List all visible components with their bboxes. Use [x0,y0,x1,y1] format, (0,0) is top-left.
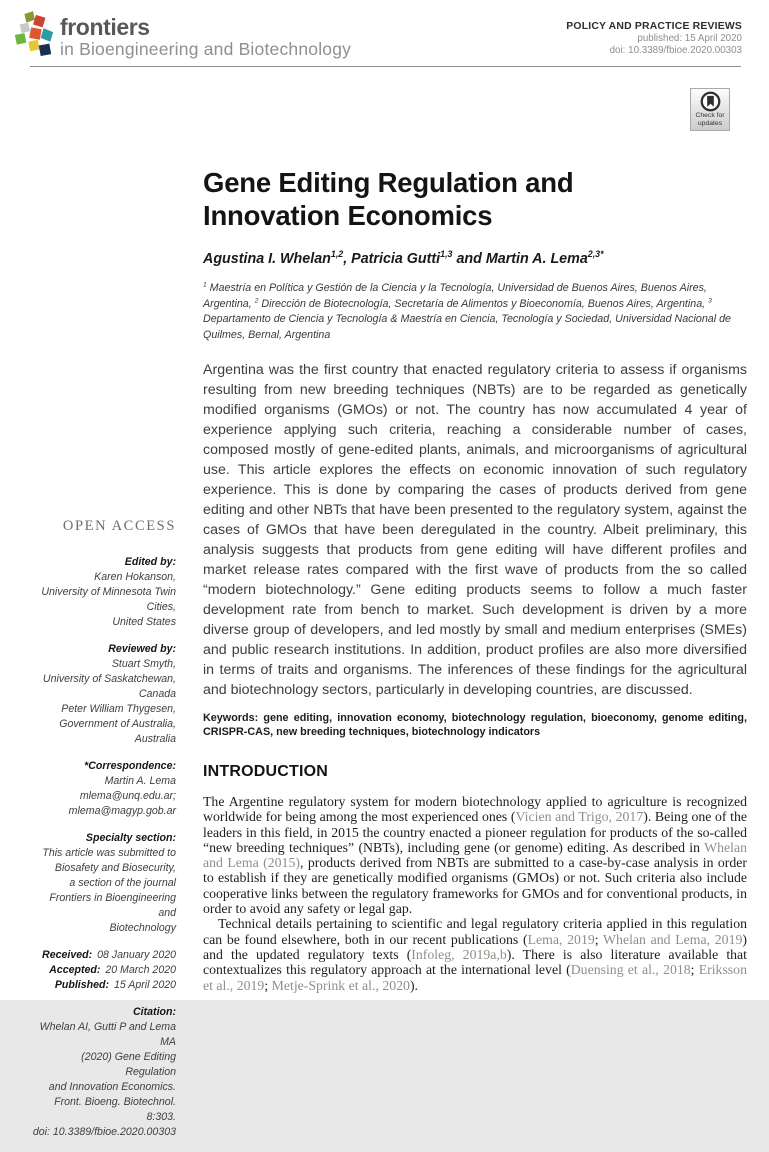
citation-link[interactable]: Whelan and Lema (2015) [203,839,747,871]
journal-name: frontiers [60,14,150,40]
doi-line: doi: 10.3389/fbioe.2020.00303 [609,44,742,56]
correspondence-email[interactable]: mlema@magyp.gob.ar [68,805,176,817]
text-segment: ). [409,977,418,993]
citation-link[interactable]: Duensing et al., 2018 [570,962,691,978]
superscript-marker: 1,2 [330,249,344,260]
text-segment: The Argentine regulatory system for modern biotechnology applied to agriculture is recognized worldwide for being among the most experienced ones ( [203,794,747,825]
citation-line: (2020) Gene Editing Regulation [81,1051,176,1078]
introduction-paragraph [203,794,747,916]
superscript-marker: 1 [203,281,207,289]
text-segment: Departamento de Ciencia y Tecnología & Maestría en Ciencia, Tecnología y Sociedad, Universidad Nacional de Quilmes, Bernal, Argentina [203,313,731,341]
specialty-line: Biosafety and Biosecurity, [54,862,176,874]
accepted-value: 20 March 2020 [105,964,176,976]
superscript-marker: 3 [708,296,712,304]
received-value: 08 January 2020 [97,949,176,961]
accepted-date [30,963,176,978]
citation-line: and Innovation Economics. [48,1081,176,1093]
published-label: Published: [54,979,109,991]
citation-line: Whelan AI, Gutti P and Lema MA [39,1021,176,1048]
article-main-column [203,166,747,993]
specialty-line: Frontiers in Bioengineering and [49,892,176,919]
reviewed-by-block [30,642,176,747]
citation-link[interactable]: Lema, 2019 [527,931,595,947]
text-segment: ; [264,977,272,993]
text-segment: , Patricia Gutti [343,251,441,267]
correspondence-label: *Correspondence: [84,760,176,772]
article-title: Gene Editing Regulation and Innovation Economics [203,167,574,231]
editor-line: United States [112,616,176,628]
reviewer-line: Peter William Thygesen, [61,703,176,715]
text-segment: , products derived from NBTs are submitted to a case-by-case analysis in order to establish if they are genetically modified organisms (GMOs) or not. Such criteria also include cooperative links between the regulatory frameworks for GMOs and for conventional products, in order to avoid any safety or legal gap. [203,855,747,917]
keywords-line: Keywords: gene editing, innovation economy, biotechnology regulation, bioeconomy, genome editing, CRISPR-CAS, new breeding techniques, biotechnology indicators [203,712,747,738]
citation-link[interactable]: Whelan and Lema, 2019 [603,931,743,947]
text-segment: and Martin A. Lema [452,251,588,267]
published-date-side [30,978,176,993]
article-type-label: POLICY AND PRACTICE REVIEWS [566,21,742,32]
reviewer-line: Stuart Smyth, [111,658,176,670]
superscript-marker: 2,3* [587,249,604,260]
text-segment: ; [690,962,699,978]
introduction-heading: INTRODUCTION [203,763,329,780]
reviewer-line: Government of Australia, Australia [59,718,176,745]
text-segment: Dirección de Biotecnología, Secretaría de Alimentos y Bioeconomía, Buenos Aires, Argentina, [258,297,709,310]
text-segment: Agustina I. Whelan [203,251,331,267]
superscript-marker: 2 [254,296,259,304]
reviewer-line: University of Saskatchewan, Canada [42,673,176,700]
accepted-label: Accepted: [49,964,101,976]
crossmark-bookmark-icon [700,91,721,112]
citation-label: Citation: [133,1006,176,1018]
abstract-text: Argentina was the first country that enacted regulatory criteria to assess if organisms resulting from new breeding techniques (NBTs) are to be regarded as genetically modified organisms (GMOs) or not. The country has now accumulated 4 year of experience applying such criteria, reaching a considerable number of cases, composed mostly of gene-edited plants, animals, and microorganisms of agricultural use. This article explores the effects on economic innovation of such regulatory experience. This is done by comparing the cases of products derived from gene editing and other NBTs that have been presented to the regulatory system, against the cases of GMOs that have been deregulated in the country. Albeit preliminary, this analysis suggests that products from gene editing will have different profiles and market release rates compared with the first wave of products from the so called “modern biotechnology.” Gene editing products seems to follow a much faster development rate from bench to market. Such development is driven by a more diverse group of developers, and led mostly by small and medium enterprises (SMEs) and public research institutions. In addition, product profiles are also more diversified in terms of traits and organisms. The inferences of these findings for the agricultural and biotechnology sectors, particularly in developing countries, are discussed. [203,362,747,698]
check-badge-text [695,112,724,127]
article-info-sidebar [30,519,176,1152]
correspondence-name: Martin A. Lema [104,775,176,787]
journal-subtitle: in Bioengineering and Biotechnology [60,39,352,59]
frontiers-logo-icon [12,10,56,60]
check-badge-line2: updates [697,119,723,127]
edited-by-label: Edited by: [124,556,176,568]
specialty-section-block [30,831,176,936]
introduction-body [203,794,747,993]
citation-line: doi: 10.3389/fbioe.2020.00303 [32,1126,176,1138]
specialty-line: Biotechnology [109,922,176,934]
citation-block [30,1005,176,1140]
journal-masthead [60,15,351,59]
edited-by-block [30,555,176,630]
introduction-paragraph [203,916,747,992]
correspondence-email[interactable]: mlema@unq.edu.ar; [79,790,176,802]
header-divider [30,66,741,67]
specialty-line: a section of the journal [69,877,176,889]
specialty-section-label: Specialty section: [85,832,176,844]
received-date [30,948,176,963]
editor-line: Karen Hokanson, [94,571,176,583]
correspondence-block [30,759,176,819]
citation-link[interactable]: Infoleg, 2019a,b [411,946,507,962]
specialty-line: This article was submitted to [42,847,176,859]
editor-line: University of Minnesota Twin Cities, [41,586,176,613]
text-segment: Technical details pertaining to scientific and legal regulatory criteria applied in this regulation can be found elsewhere, both in our recent publications ( [203,916,747,947]
text-segment: ; [594,931,604,947]
affiliations [203,281,747,343]
header-meta-block [566,21,742,56]
citation-line: Front. Bioeng. Biotechnol. 8:303. [54,1096,176,1123]
citation-link[interactable]: Vicien and Trigo, 2017 [515,809,644,825]
open-access-label: OPEN ACCESS [62,518,176,534]
check-for-updates-badge[interactable] [690,88,730,131]
citation-link[interactable]: Metje-Sprink et al., 2020 [271,977,410,993]
published-value: 15 April 2020 [113,979,176,991]
check-badge-line1: Check for [695,112,725,119]
reviewed-by-label: Reviewed by: [108,643,176,655]
text-segment: ). Being one of the leaders in this field, in 2015 the country enacted a pioneer regulation for products of the so-called “new breeding techniques” (NBTs), including gene (or genome) editing. As described in [203,809,747,855]
text-segment: Maestría en Política y Gestión de la Ciencia y la Tecnología, Universidad de Buenos Aires, Buenos Aires, Argentina, [203,282,707,310]
dates-block [30,948,176,993]
text-segment: ) and the updated regulatory texts ( [203,931,747,962]
citation-link[interactable]: Eriksson et al., 2019 [203,962,747,993]
text-segment: ). There is also literature available that contextualizes this regulatory approach at the international level ( [203,946,748,978]
authors-line [203,251,747,267]
published-date: published: 15 April 2020 [637,33,742,44]
superscript-marker: 1,3 [440,249,453,260]
received-label: Received: [42,949,93,961]
